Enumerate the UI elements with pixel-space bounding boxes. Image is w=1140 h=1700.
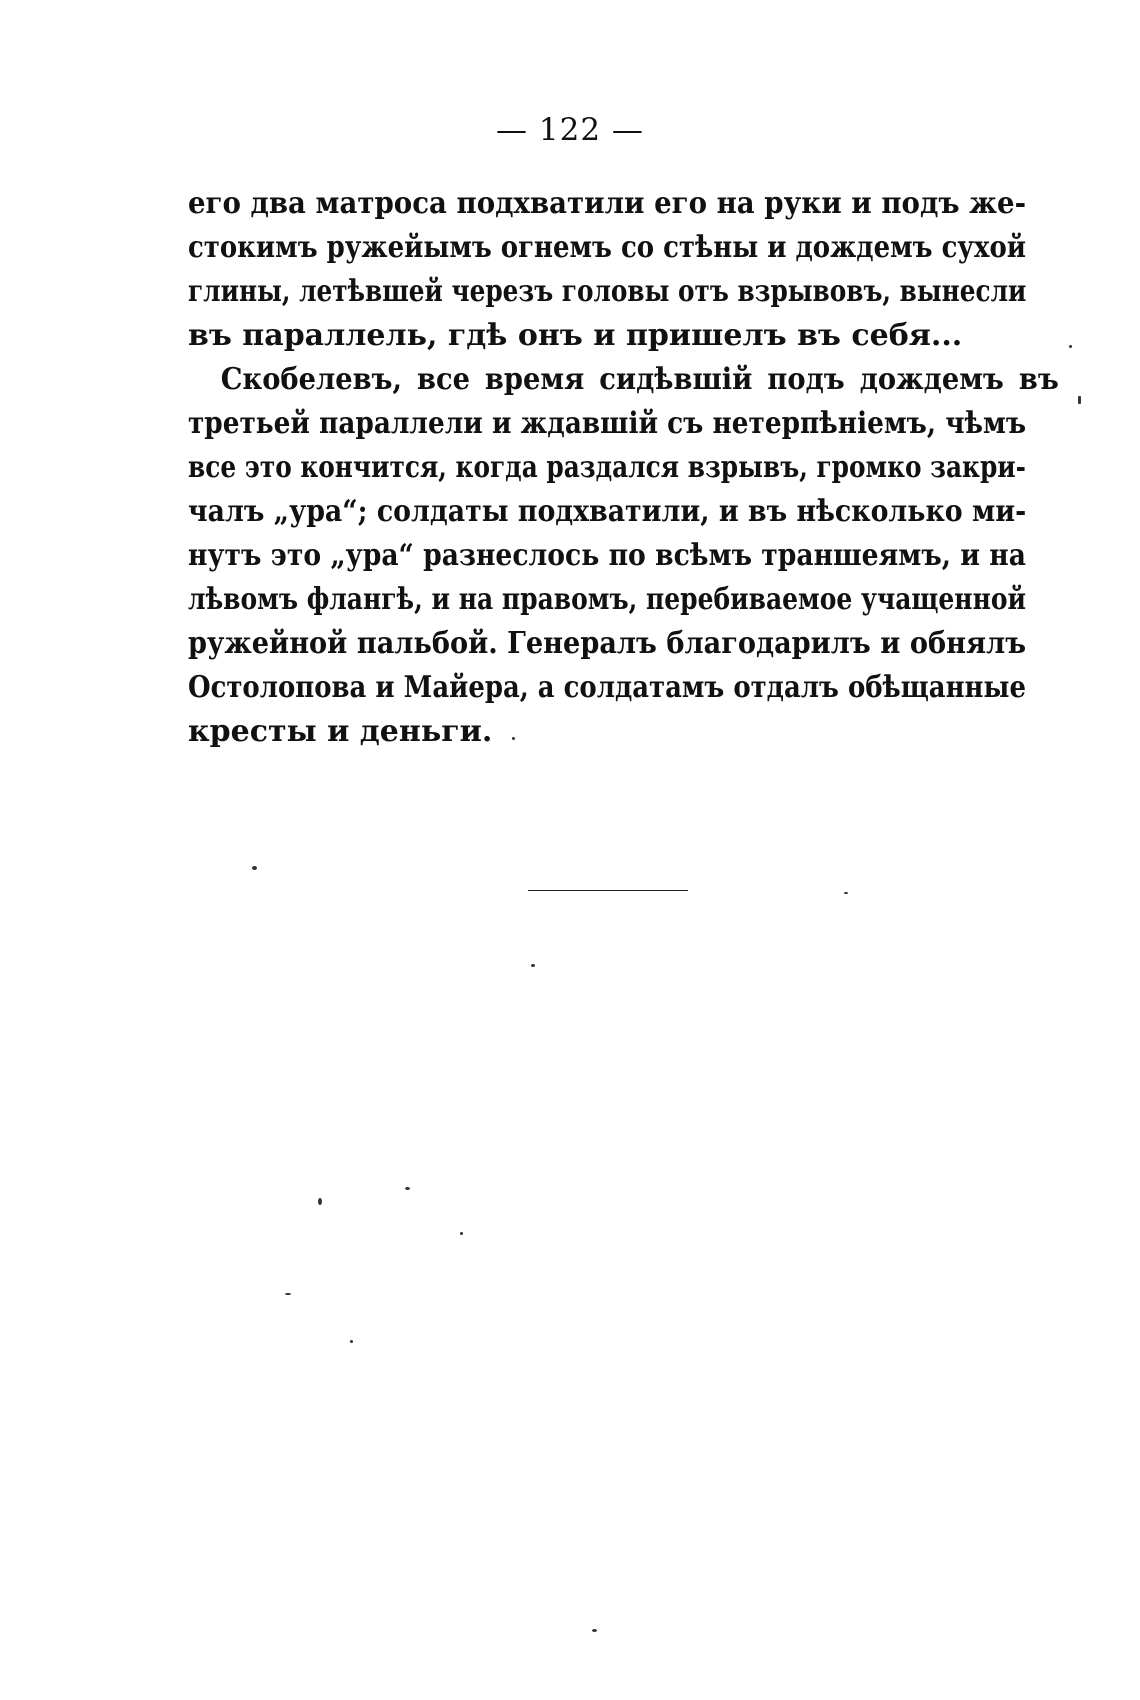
text-line: стокимъ ружейымъ огнемъ со стѣны и дождемъ сухой — [188, 230, 1027, 265]
text-line: его два матроса подхватили его на руки и подъ же- — [188, 186, 1027, 221]
scan-speck — [1069, 345, 1072, 348]
scan-speck — [592, 1629, 597, 1632]
text-line: ружейной пальбой. Генералъ благодарилъ и обнялъ — [188, 626, 1027, 661]
page-number: — 122 — — [496, 112, 644, 148]
scan-speck — [1078, 396, 1081, 404]
text-line: въ параллель, гдѣ онъ и пришелъ въ себя... — [188, 318, 963, 353]
scan-speck — [318, 1198, 322, 1205]
paragraph-2 — [188, 358, 1059, 754]
text-line: Остолопова и Майера, а солдатамъ отдалъ обѣщанные — [188, 670, 1026, 705]
body-text — [188, 182, 1059, 754]
text-line: лѣвомъ флангѣ, и на правомъ, перебиваемое учащенной — [188, 582, 1027, 617]
scan-speck — [252, 866, 257, 870]
scan-speck — [405, 1187, 410, 1190]
text-line: нутъ это „ура“ разнеслось по всѣмъ траншеямъ, и на — [188, 538, 1027, 573]
scan-speck — [285, 1293, 291, 1295]
scan-speck — [460, 1232, 463, 1235]
scan-speck — [512, 737, 515, 740]
text-line: глины, летѣвшей черезъ головы отъ взрывовъ, вынесли — [188, 274, 1027, 309]
scan-speck — [350, 1340, 353, 1343]
text-line: третьей параллели и ждавшій съ нетерпѣніемъ, чѣмъ — [188, 406, 1027, 441]
text-line: чалъ „ура“; солдаты подхватили, и въ нѣсколько ми- — [188, 494, 1027, 529]
text-line: кресты и деньги. — [188, 714, 493, 749]
scan-speck — [844, 892, 848, 894]
text-line: Скобелевъ, все время сидѣвшій подъ дождемъ въ — [220, 362, 1059, 397]
text-line: все это кончится, когда раздался взрывъ, громко закри- — [188, 450, 1026, 485]
scan-speck — [531, 964, 535, 967]
paragraph-1 — [188, 182, 1028, 358]
section-divider — [528, 890, 688, 891]
